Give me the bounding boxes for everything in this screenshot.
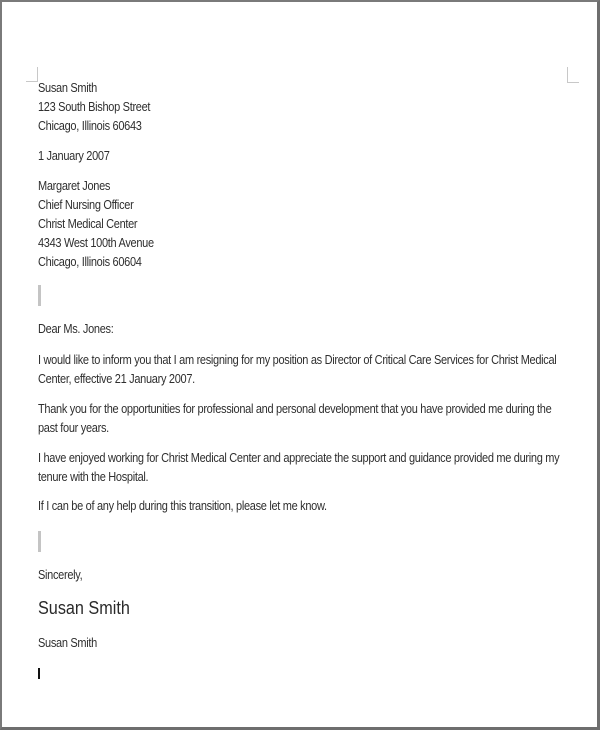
- crop-mark-top-right: [567, 82, 579, 83]
- typed-name[interactable]: Susan Smith: [38, 636, 97, 650]
- empty-paragraph-marker: [38, 285, 41, 306]
- closing[interactable]: Sincerely,: [38, 568, 83, 582]
- body-paragraph[interactable]: Thank you for the opportunities for professional and personal development that you have provided me during the past four years.: [38, 402, 552, 435]
- body-paragraph[interactable]: I have enjoyed working for Christ Medical Center and appreciate the support and guidance provided me during my tenure with the Hospital.: [38, 451, 560, 484]
- body-paragraph[interactable]: If I can be of any help during this transition, please let me know.: [38, 499, 327, 513]
- text-cursor: [38, 668, 40, 679]
- crop-mark-top-left: [26, 81, 38, 82]
- recipient-city[interactable]: Chicago, Illinois 60604: [38, 255, 142, 269]
- recipient-organization[interactable]: Christ Medical Center: [38, 217, 138, 231]
- empty-paragraph-marker: [38, 531, 41, 552]
- recipient-street[interactable]: 4343 West 100th Avenue: [38, 236, 154, 250]
- crop-mark-top-right: [567, 67, 568, 82]
- recipient-title[interactable]: Chief Nursing Officer: [38, 198, 134, 212]
- salutation[interactable]: Dear Ms. Jones:: [38, 322, 114, 336]
- sender-street[interactable]: 123 South Bishop Street: [38, 100, 151, 114]
- sender-name[interactable]: Susan Smith: [38, 81, 97, 95]
- body-paragraph[interactable]: I would like to inform you that I am resigning for my position as Director of Critical Care Services for Christ Medical Center, effective 21 January 2007.: [38, 353, 557, 386]
- crop-mark-top-left: [37, 67, 38, 81]
- recipient-name[interactable]: Margaret Jones: [38, 179, 111, 193]
- letter-date[interactable]: 1 January 2007: [38, 149, 110, 163]
- signature[interactable]: Susan Smith: [38, 598, 130, 618]
- sender-city[interactable]: Chicago, Illinois 60643: [38, 119, 142, 133]
